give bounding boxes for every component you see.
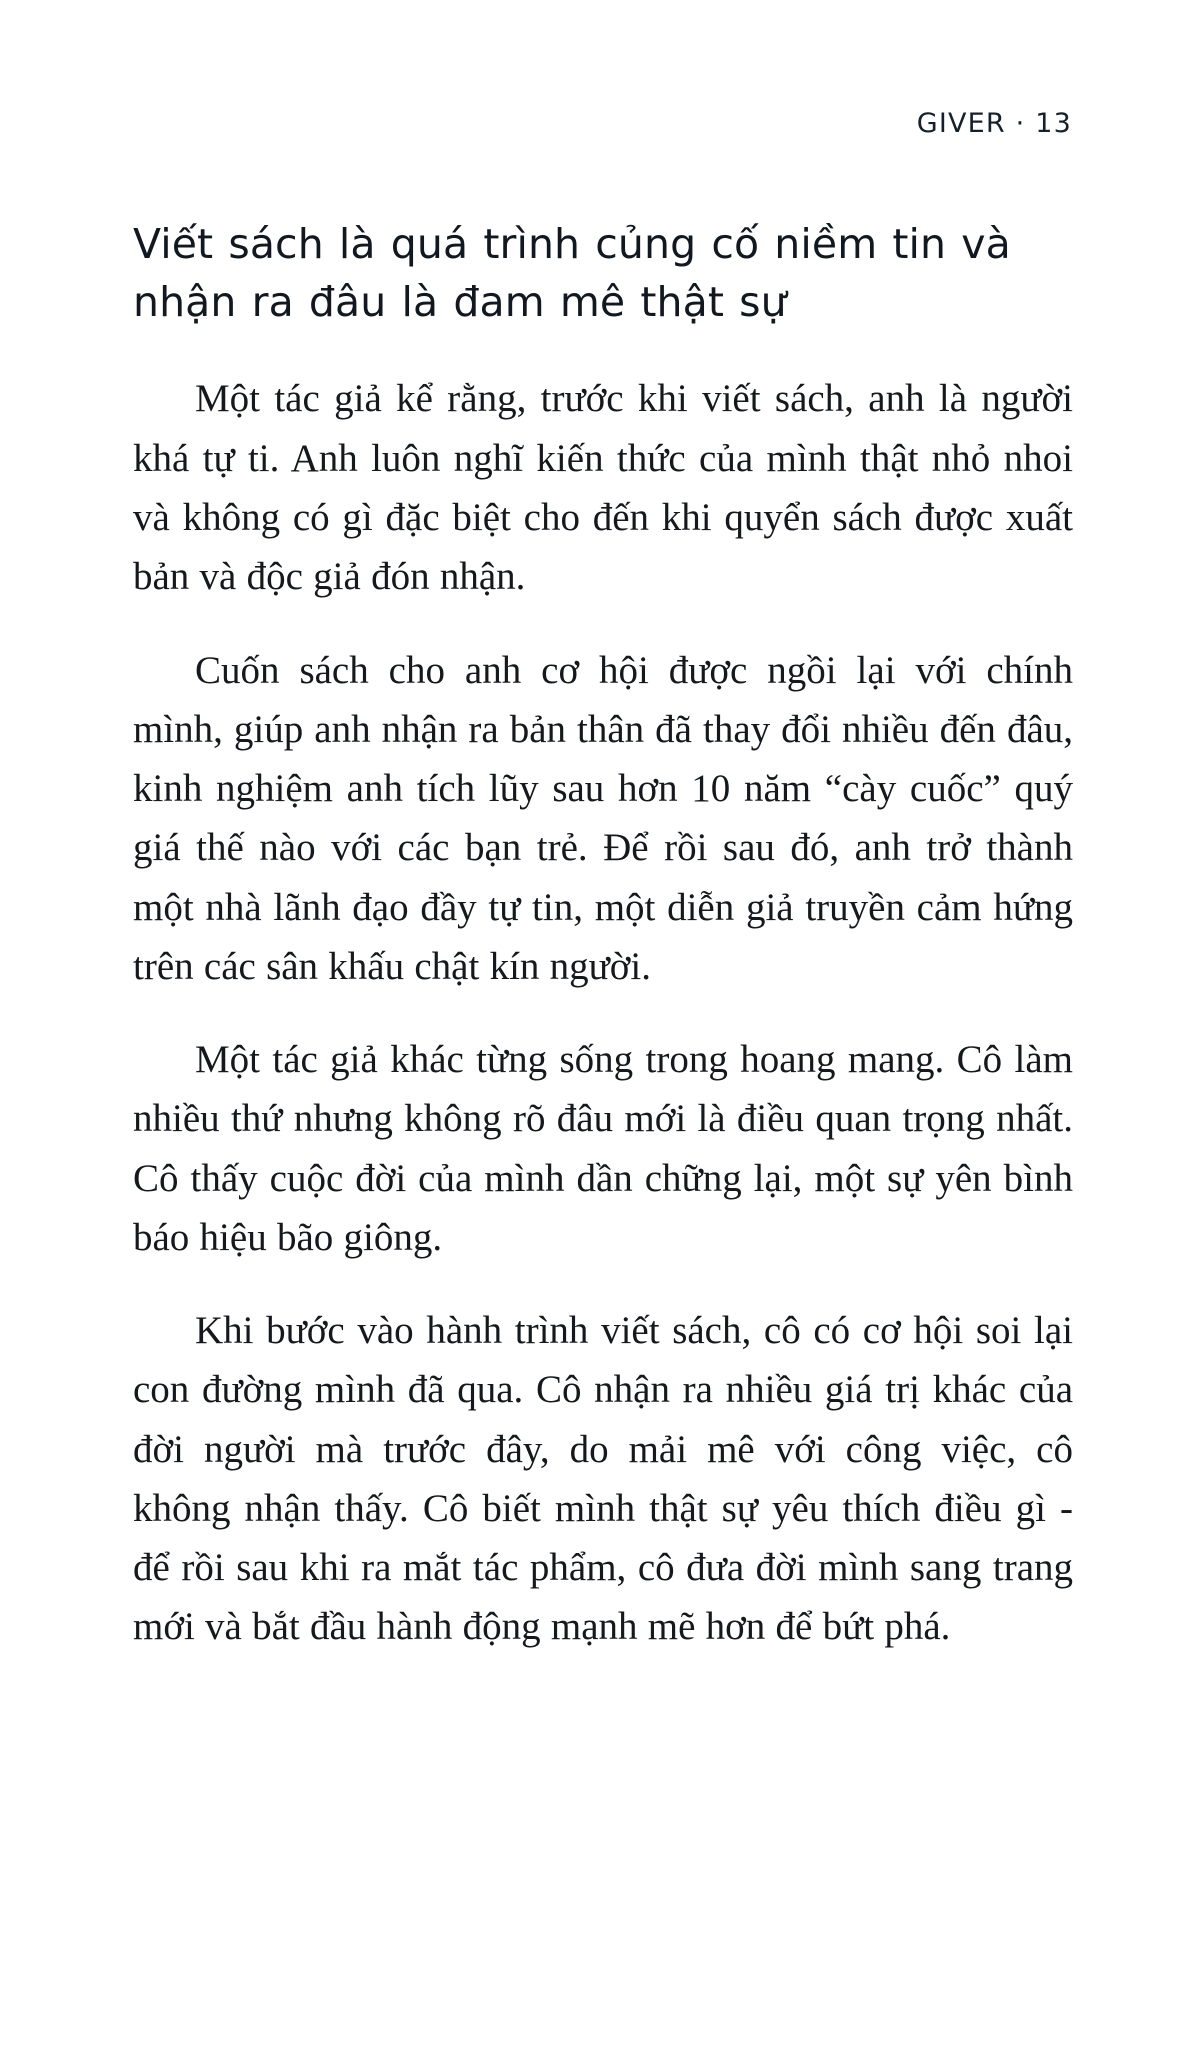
section-title: Viết sách là quá trình củng cố niềm tin và nhận ra đâu là đam mê thật sự bbox=[133, 220, 1011, 327]
running-head: GIVER · 13 bbox=[916, 108, 1072, 139]
paragraph: Một tác giả khác từng sống trong hoang mang. Cô làm nhiều thứ nhưng không rõ đâu mới là điều quan trọng nhất. Cô thấy cuộc đời của mình dần chững lại, một sự yên bình báo hiệu bão giông. bbox=[133, 1038, 1073, 1259]
paragraph: Một tác giả kể rằng, trước khi viết sách, anh là người khá tự ti. Anh luôn nghĩ kiến thức của mình thật nhỏ nhoi và không có gì đặc biệt cho đến khi quyển sách được xuất bản và độc giả đón nhận. bbox=[133, 377, 1073, 599]
paragraph: Cuốn sách cho anh cơ hội được ngồi lại với chính mình, giúp anh nhận ra bản thân đã thay đổi nhiều đến đâu, kinh nghiệm anh tích lũy sau hơn 10 năm “cày cuốc” quý giá thế nào với các bạn trẻ. Để rồi sau đó, anh trở thành một nhà lãnh đạo đầy tự tin, một diễn giả truyền cảm hứng trên các sân khấu chật kín người. bbox=[133, 648, 1073, 988]
page-content bbox=[133, 215, 1073, 1657]
paragraph: Khi bước vào hành trình viết sách, cô có cơ hội soi lại con đường mình đã qua. Cô nhận ra nhiều giá trị khác của đời người mà trước đây, do mải mê với công việc, cô không nhận thấy. Cô biết mình thật sự yêu thích điều gì - để rồi sau khi ra mắt tác phẩm, cô đưa đời mình sang trang mới và bắt đầu hành động mạnh mẽ hơn để bứt phá. bbox=[133, 1309, 1073, 1649]
